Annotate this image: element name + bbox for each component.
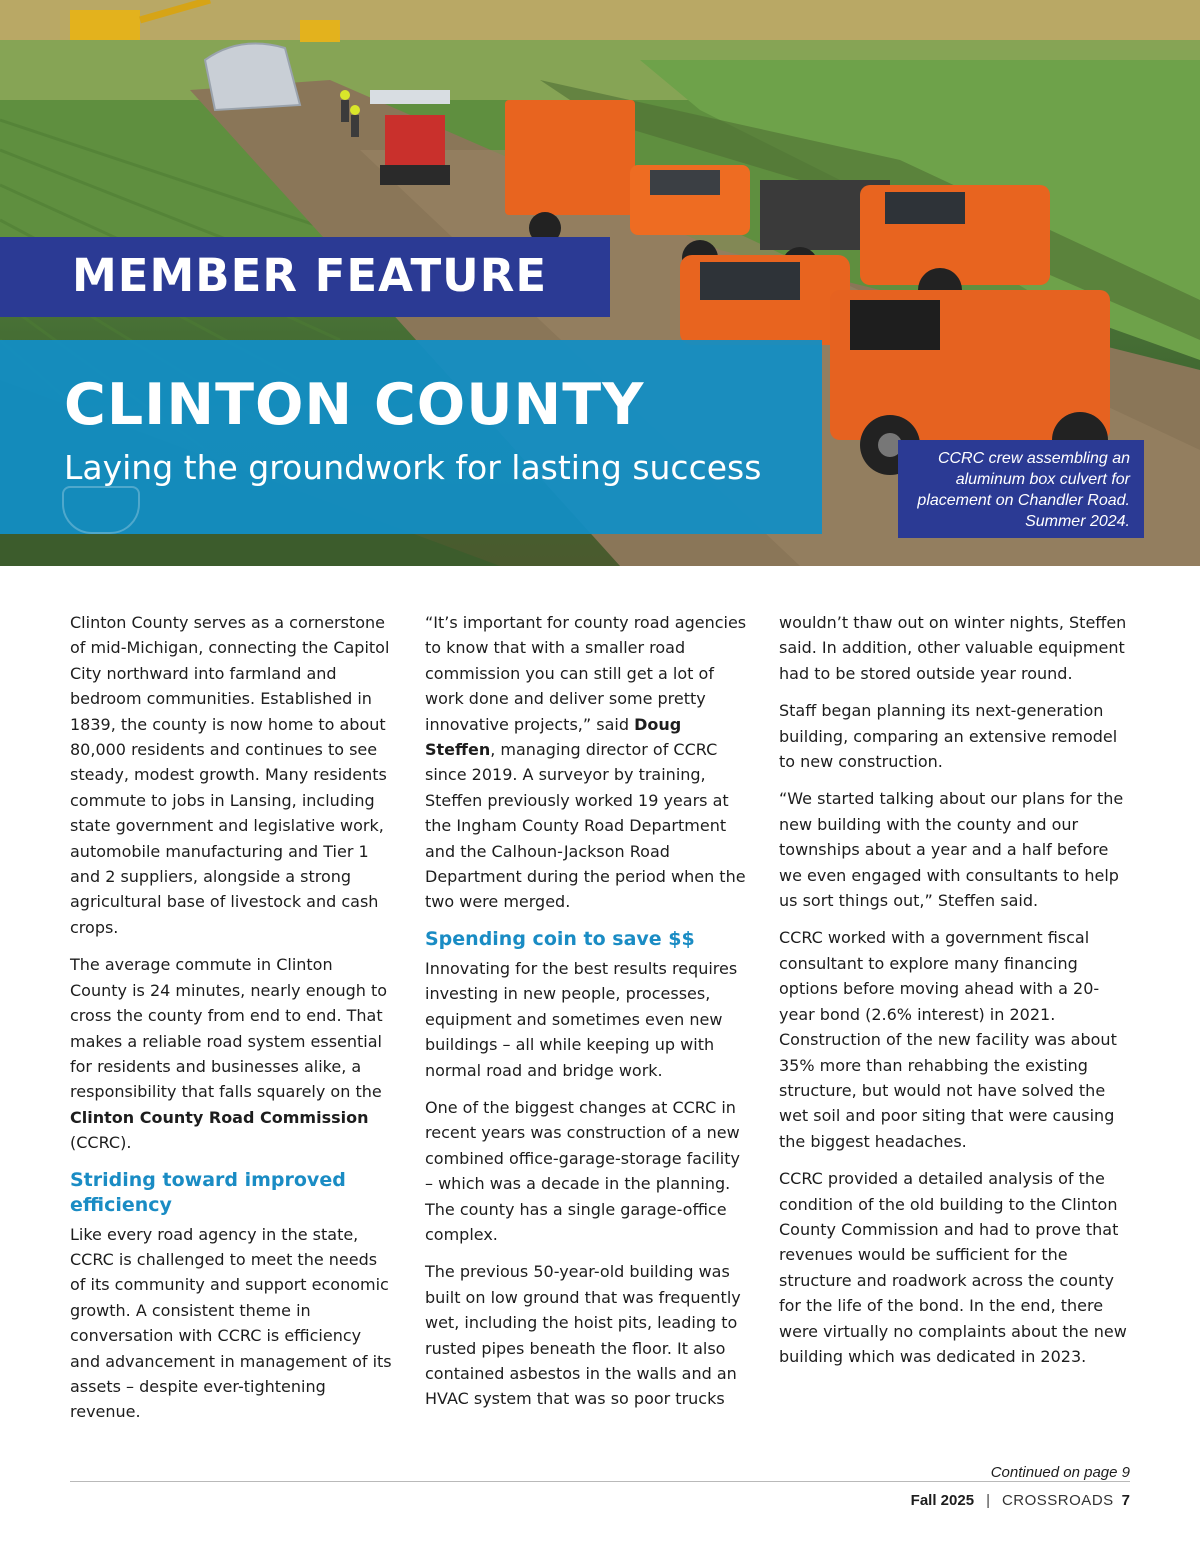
paragraph-text: The average commute in Clinton County is 24 minutes, nearly enough to cross the county from end to end. That makes a reliable road system essential for residents and businesses alike, a responsibility that falls squarely on the [70,955,388,1102]
paragraph: Like every road agency in the state, CCRC is challenged to meet the needs of its community and support economic growth. A consistent theme in conversation with CCRC is efficiency and advancement in management of its assets – despite ever-tightening revenue. [70,1224,392,1422]
page-footer [911,1492,1130,1509]
caption-line: aluminum box culvert for [955,471,1130,488]
paragraph: Innovating for the best results requires investing in new people, processes, equipment and sometimes even new buildings – all while keeping up with normal road and bridge work. [425,958,738,1080]
article-column-2 [425,610,747,1424]
footer-separator: | [986,1492,990,1509]
magazine-name: CROSSROADS [1001,1492,1114,1509]
caption-line: placement on Chandler Road. [917,492,1130,509]
paragraph-text: , managing director of CCRC since 2019. A surveyor by training, Steffen previously worked 19 years at the Ingham County Road Department and the Calhoun-Jackson Road Department during the period when the two were merged. [425,740,746,912]
article-column-3 [779,610,1131,1381]
section-banner [0,237,610,317]
section-label: MEMBER FEATURE [72,249,548,302]
paragraph: wouldn’t thaw out on winter nights, Steffen said. In addition, other valuable equipment had to be stored outside year round. [779,613,1127,683]
bold-name: Clinton County Road Commission [70,1107,369,1127]
paragraph [425,610,747,915]
article-column-1 [70,610,392,1437]
page-subtitle: Laying the groundwork for lasting success [64,448,762,487]
continued-note: Continued on page 9 [990,1464,1130,1481]
page-title: CLINTON COUNTY [64,372,645,438]
section-heading: Spending coin to save $$ [425,927,695,950]
county-seal-icon [62,486,140,534]
section-heading: Striding toward improved efficiency [70,1168,346,1216]
paragraph: One of the biggest changes at CCRC in recent years was construction of a new combined office-garage-storage facility – which was a decade in the planning. The county has a single garage-office complex. [425,1097,740,1244]
bold-name: Doug Steffen [425,714,682,760]
page-number: 7 [1121,1492,1130,1509]
photo-caption [898,440,1144,538]
paragraph: CCRC worked with a government fiscal consultant to explore many financing options before moving ahead with a 20-year bond (2.6% interest) in 2021. Construction of the new facility was about 35% more than rehabbing the existing structure, but would not have solved the wet soil and poor siting that were causing the biggest headaches. [779,928,1117,1151]
hero-photo [0,0,1200,566]
issue-season: Fall 2025 [910,1492,975,1509]
paragraph: CCRC provided a detailed analysis of the condition of the old building to the Clinton County Commission and had to prove that revenues would be sufficient for the structure and roadwork across the county for the life of the bond. In the end, there were virtually no complaints about the new building which was dedicated in 2023. [779,1169,1127,1366]
paragraph-text: “It’s important for county road agencies to know that with a smaller road commission you can still get a lot of work done and deliver some pretty innovative projects,” said [425,613,747,734]
paragraph-text: (CCRC). [70,1133,132,1153]
paragraph: Staff began planning its next-generation building, comparing an extensive remodel to new construction. [779,701,1118,772]
paragraph: The previous 50-year-old building was built on low ground that was frequently wet, including the hoist pits, leading to rusted pipes beneath the floor. It also contained asbestos in the walls and an HVAC system that was so poor trucks [425,1262,741,1409]
paragraph: “We started talking about our plans for the new building with the county and our townships about a year and a half before we even engaged with consultants to help us sort things out,” Steffen said. [779,789,1124,911]
paragraph: Clinton County serves as a cornerstone of mid-Michigan, connecting the Capitol City northward into farmland and bedroom communities. Established in 1839, the county is now home to about 80,000 residents and continues to see steady, modest growth. Many residents commute to jobs in Lansing, including state government and legislative work, automobile manufacturing and Tier 1 and 2 suppliers, alongside a strong agricultural base of livestock and cash crops. [70,613,390,937]
caption-line: Summer 2024. [1025,513,1130,530]
footer-divider [70,1481,1130,1482]
paragraph [70,952,392,1155]
caption-line: CCRC crew assembling an [937,450,1130,467]
